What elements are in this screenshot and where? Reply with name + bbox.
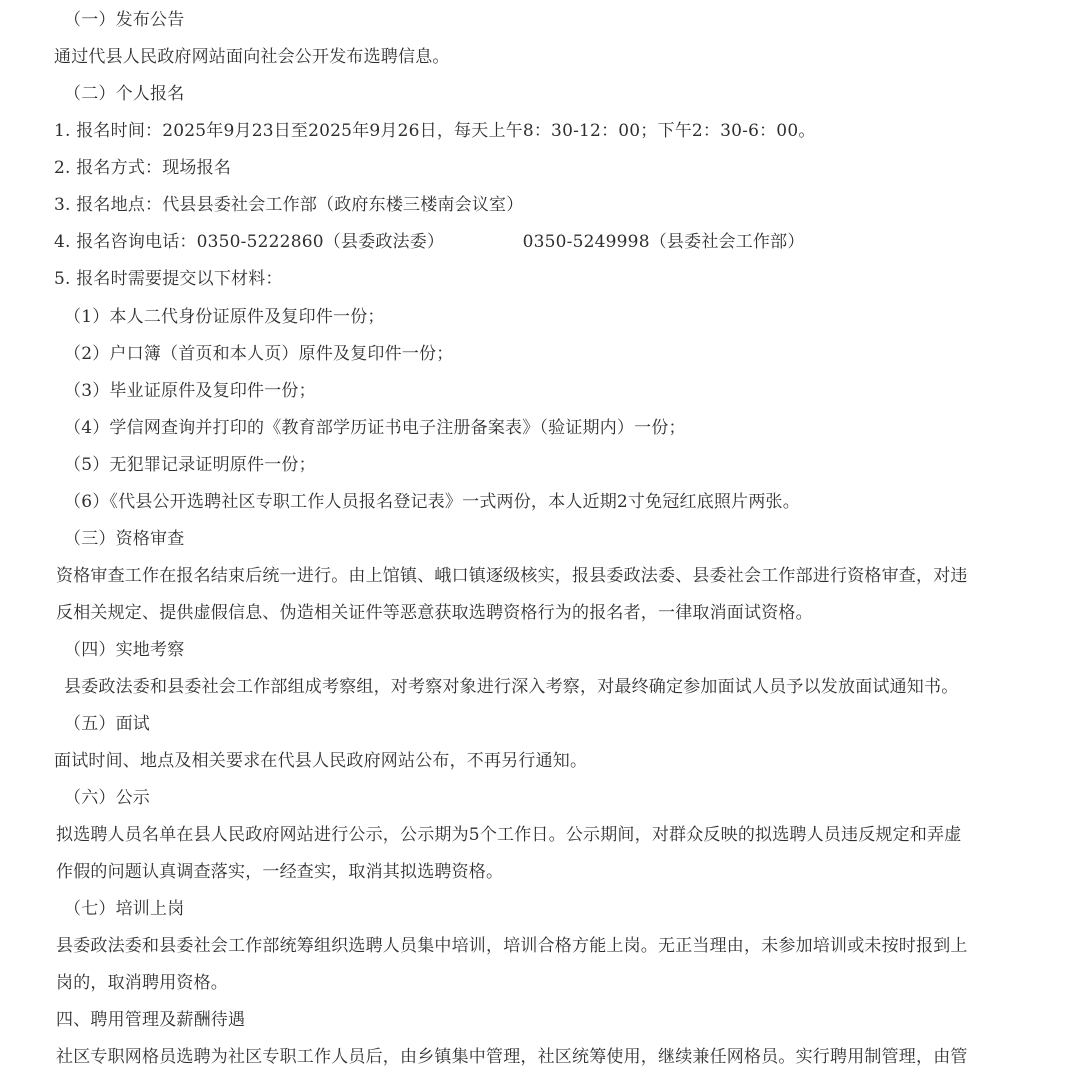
list-item: 5. 报名时需要提交以下材料： — [54, 269, 283, 289]
paragraph-line: 通过代县人民政府网站面向社会公开发布选聘信息。 — [54, 47, 450, 67]
section-heading: （七）培训上岗 — [64, 899, 185, 919]
paragraph-line: 资格审查工作在报名结束后统一进行。由上馆镇、峨口镇逐级核实，报县委政法委、县委社会工作部进行资格审查，对违 — [56, 566, 968, 586]
paragraph-line: 拟选聘人员名单在县人民政府网站进行公示，公示期为5个工作日。公示期间，对群众反映的拟选聘人员违反规定和弄虚 — [56, 825, 962, 845]
section-heading: （四）实地考察 — [64, 640, 185, 660]
paragraph-line: 县委政法委和县委社会工作部统筹组织选聘人员集中培训，培训合格方能上岗。无正当理由，未参加培训或未按时报到上 — [56, 936, 968, 956]
list-item: 4. 报名咨询电话：0350-5222860（县委政法委） 0350-5249998（县委社会工作部） — [54, 232, 805, 252]
sub-list-item: （5）无犯罪记录证明原件一份； — [64, 455, 316, 475]
section-heading: （五）面试 — [64, 714, 150, 734]
list-item: 1. 报名时间：2025年9月23日至2025年9月26日，每天上午8：30-12：00；下午2：30-6：00。 — [54, 121, 816, 141]
sub-list-item: （3）毕业证原件及复印件一份； — [64, 381, 316, 401]
paragraph-line: 岗的，取消聘用资格。 — [56, 973, 228, 993]
section-heading: （二）个人报名 — [64, 84, 185, 104]
sub-list-item: （4）学信网查询并打印的《教育部学历证书电子注册备案表》（验证期内）一份； — [64, 418, 686, 438]
section-heading: （六）公示 — [64, 788, 150, 808]
paragraph-line: 县委政法委和县委社会工作部组成考察组，对考察对象进行深入考察，对最终确定参加面试人员予以发放面试通知书。 — [64, 677, 959, 697]
sub-list-item: （2）户口簿（首页和本人页）原件及复印件一份； — [64, 344, 454, 364]
paragraph-line: 面试时间、地点及相关要求在代县人民政府网站公布，不再另行通知。 — [54, 751, 588, 771]
list-item: 2. 报名方式：现场报名 — [54, 158, 232, 178]
paragraph-line: 作假的问题认真调查落实，一经查实，取消其拟选聘资格。 — [56, 862, 504, 882]
section-heading: （三）资格审查 — [64, 529, 185, 549]
section-heading: （一）发布公告 — [64, 10, 185, 30]
sub-list-item: （6）《代县公开选聘社区专职工作人员报名登记表》一式两份，本人近期2寸免冠红底照片两张。 — [64, 492, 800, 512]
paragraph-line: 社区专职网格员选聘为社区专职工作人员后，由乡镇集中管理，社区统筹使用，继续兼任网格员。实行聘用制管理，由管 — [56, 1047, 968, 1067]
list-item: 3. 报名地点：代县县委社会工作部（政府东楼三楼南会议室） — [54, 195, 524, 215]
chapter-heading: 四、聘用管理及薪酬待遇 — [56, 1010, 246, 1030]
sub-list-item: （1）本人二代身份证原件及复印件一份； — [64, 307, 385, 327]
paragraph-line: 反相关规定、提供虚假信息、伪造相关证件等恶意获取选聘资格行为的报名者，一律取消面试资格。 — [56, 603, 813, 623]
